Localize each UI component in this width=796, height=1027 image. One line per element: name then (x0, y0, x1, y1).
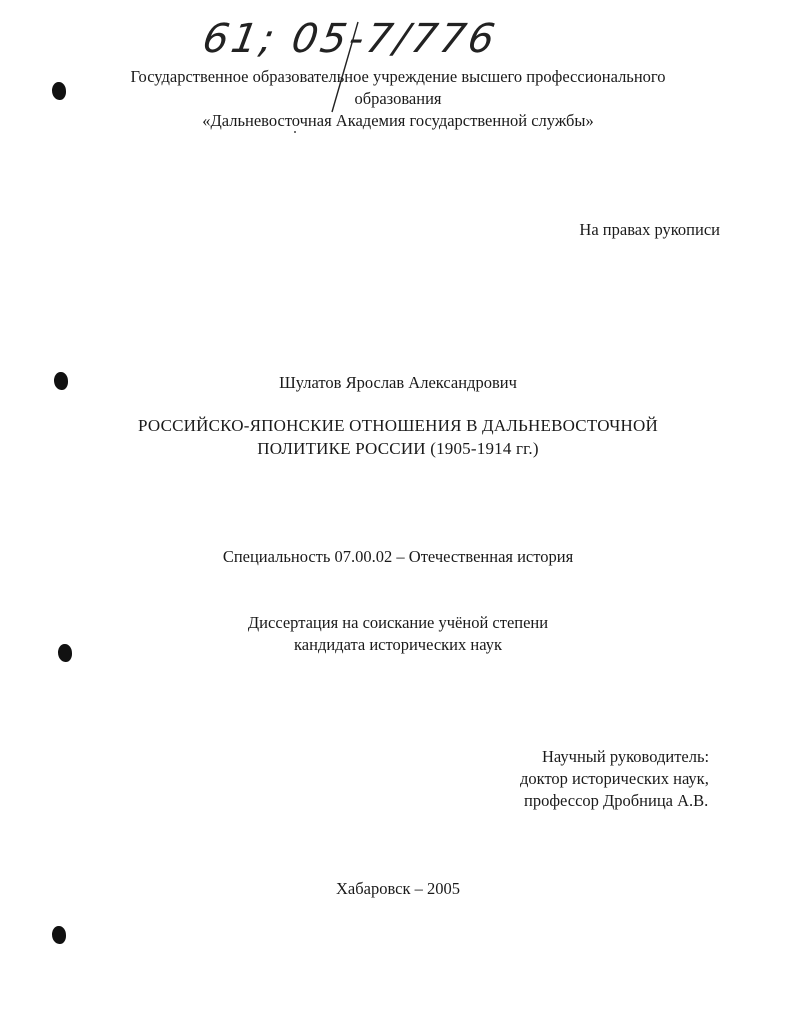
institution-name: «Дальневосточная Академия государственной службы» (202, 111, 594, 130)
dissertation-line-1: Диссертация на соискание учёной степени (247, 613, 549, 632)
svg-text:61; 05-7/776: 61; 05-7/776 (199, 15, 502, 62)
rights-notice: На правах рукописи (579, 220, 720, 239)
dissertation-line-2: кандидата исторических наук (294, 635, 502, 654)
city-year: Хабаровск – 2005 (336, 879, 460, 898)
punch-hole (52, 926, 66, 944)
specialty: Специальность 07.00.02 – Отечественная история (222, 547, 574, 566)
thesis-title-line-1: РОССИЙСКО-ЯПОНСКИЕ ОТНОШЕНИЯ В ДАЛЬНЕВОСТОЧНОЙ (138, 416, 658, 435)
thesis-title-line-2: ПОЛИТИКЕ РОССИИ (1905-1914 гг.) (257, 439, 539, 458)
supervisor-name: профессор Дробница А.В. (524, 791, 709, 810)
supervisor-degree: доктор исторических наук, (520, 769, 709, 788)
institution-line-1: Государственное образовательное учреждение высшего профессионального (130, 67, 666, 86)
supervisor-label: Научный руководитель: (542, 747, 710, 766)
institution-line-2: образования (354, 89, 442, 108)
author-name: Шулатов Ярослав Александрович (279, 373, 517, 392)
